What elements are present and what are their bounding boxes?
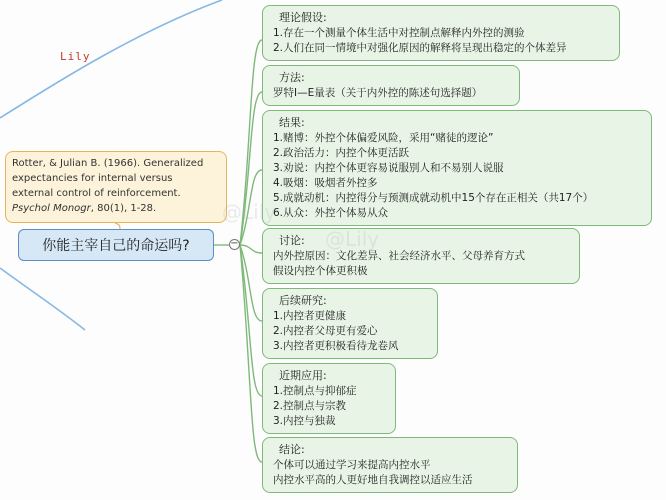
- branch-results[interactable]: [262, 110, 652, 226]
- reference-note: [5, 151, 227, 223]
- watermark: @Lily: [325, 227, 380, 251]
- branch-application-line: 2.控制点与宗教: [273, 400, 347, 412]
- collapse-toggle[interactable]: −: [230, 238, 239, 249]
- branch-results-line: 3.劝说：内控个体更容易说服别人和不易别人说服: [273, 162, 504, 174]
- branch-method[interactable]: [262, 65, 520, 106]
- branch-application-line: 1.控制点与抑郁症: [273, 385, 357, 397]
- reference-citation: , 80(1), 1-28.: [90, 203, 157, 214]
- branch-discussion-title: 讨论:: [279, 234, 305, 247]
- branch-conclusion-line: 个体可以通过学习来提高内控水平: [273, 459, 431, 471]
- branch-method-line: 罗特I—E量表（关于内外控的陈述句选择题）: [273, 87, 483, 99]
- branch-conclusion-title: 结论:: [279, 443, 305, 456]
- branch-method-title: 方法:: [279, 71, 305, 84]
- branch-theory[interactable]: [262, 5, 620, 61]
- branch-results-line: 4.吸烟：吸烟者外控多: [273, 177, 378, 189]
- watermark: @Lily: [222, 200, 277, 224]
- branch-results-line: 1.赌博：外控个体偏爱风险，采用“赌徒的逻论”: [273, 132, 494, 144]
- branch-followup-line: 2.内控者父母更有爱心: [273, 325, 378, 337]
- branch-results-line: 5.成就动机：内控得分与预测成就动机中15个存在正相关（共17个）: [273, 192, 594, 204]
- branch-application-line: 3.内控与独裁: [273, 415, 336, 427]
- branch-conclusion-line: 内控水平高的人更好地自我调控以适应生活: [273, 474, 473, 486]
- reference-line-1: Rotter, & Julian B. (1966). Generalized: [12, 158, 204, 169]
- branch-theory-title: 理论假设:: [279, 11, 327, 24]
- branch-results-title: 结果:: [279, 116, 305, 129]
- branch-discussion[interactable]: [262, 228, 580, 284]
- reference-line-2: expectancies for internal versus: [12, 173, 173, 184]
- branch-followup-title: 后续研究:: [279, 294, 327, 307]
- branch-discussion-line: 假设内控个体更积极: [273, 265, 368, 277]
- reference-line-4: [12, 201, 220, 216]
- reference-line-3: external control of reinforcement.: [12, 188, 181, 199]
- branch-followup-line: 3.内控者更积极看待龙卷风: [273, 340, 399, 352]
- branch-followup[interactable]: [262, 288, 438, 359]
- branch-followup-line: 1.内控者更健康: [273, 310, 347, 322]
- branch-theory-line: 1.存在一个测量个体生活中对控制点解释内外控的测验: [273, 27, 525, 39]
- branch-results-line: 6.从众：外控个体易从众: [273, 207, 389, 219]
- branch-theory-line: 2.人们在同一情境中对强化原因的解释将呈现出稳定的个体差异: [273, 42, 567, 54]
- branch-results-line: 2.政治活力：内控个体更活跃: [273, 147, 410, 159]
- author-label: Lily: [60, 50, 91, 63]
- branch-application-title: 近期应用:: [279, 369, 327, 382]
- branch-discussion-line: 内外控原因：文化差异、社会经济水平、父母养育方式: [273, 250, 525, 262]
- branch-conclusion[interactable]: [262, 437, 518, 493]
- central-topic[interactable]: 你能主宰自己的命运吗?: [18, 229, 214, 261]
- reference-journal: Psychol Monogr: [12, 203, 91, 214]
- branch-application[interactable]: [262, 363, 396, 434]
